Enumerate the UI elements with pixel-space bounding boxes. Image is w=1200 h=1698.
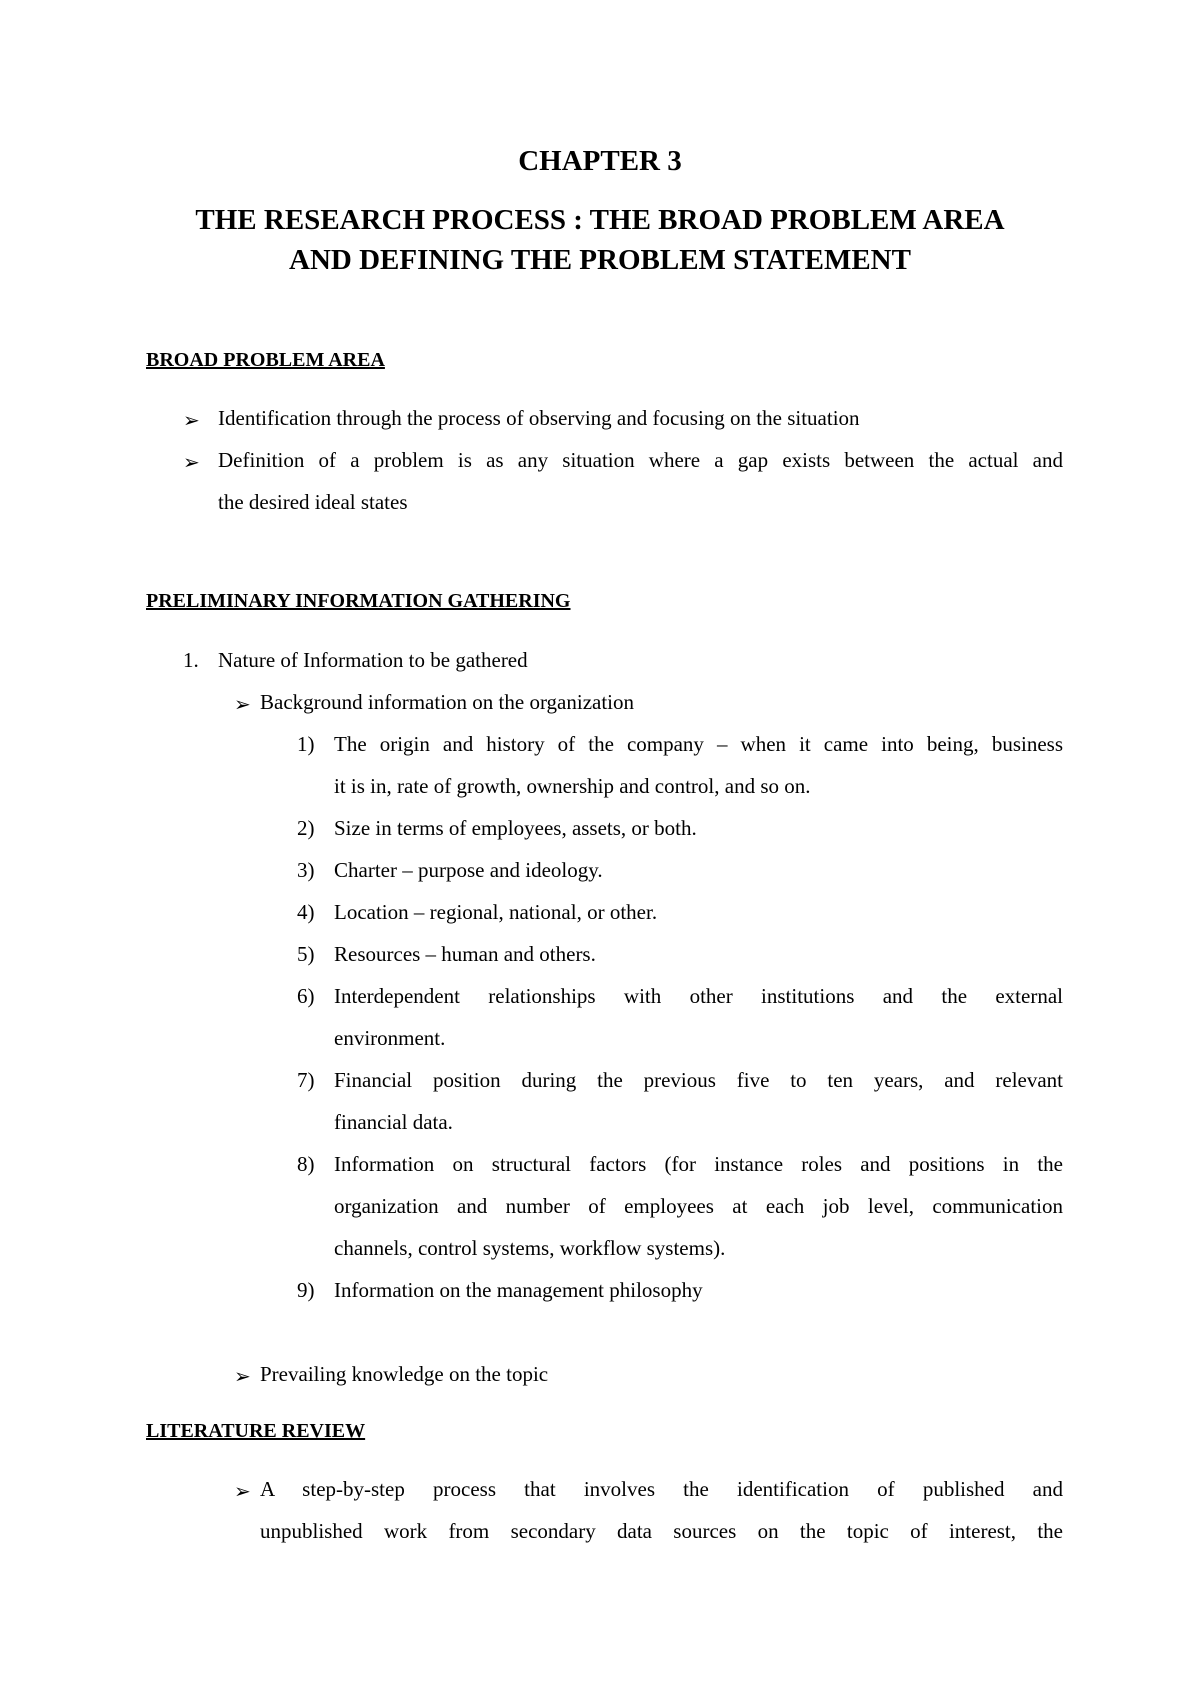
arrow-bullet-icon: ➢ <box>234 1366 251 1388</box>
list-number: 1. <box>183 648 199 672</box>
numbered-item-text: Nature of Information to be gathered <box>218 648 528 672</box>
arrow-bullet-icon: ➢ <box>234 694 251 716</box>
list-number: 5) <box>297 942 315 966</box>
list-number: 8) <box>297 1152 315 1176</box>
sub-bullet-text: Background information on the organization <box>260 690 635 714</box>
list-item-text: Information on structural factors (for instance roles and positions in the <box>334 1152 1063 1176</box>
chapter-number: CHAPTER 3 <box>518 145 682 177</box>
chapter-title-line-1: THE RESEARCH PROCESS : THE BROAD PROBLEM AREA <box>195 204 1005 236</box>
list-number: 1) <box>297 732 315 756</box>
list-item-text: Charter – purpose and ideology. <box>334 858 603 882</box>
list-item-text-continuation: it is in, rate of growth, ownership and control, and so on. <box>334 774 811 798</box>
list-item-text-continuation: financial data. <box>334 1110 453 1134</box>
bullet-text: Identification through the process of observing and focusing on the situation <box>218 406 860 430</box>
section-heading-preliminary-information: PRELIMINARY INFORMATION GATHERING <box>146 590 571 612</box>
list-item-text-continuation: environment. <box>334 1026 446 1050</box>
list-item-text: Location – regional, national, or other. <box>334 900 658 924</box>
list-item-text-continuation: channels, control systems, workflow systems). <box>334 1236 726 1260</box>
bullet-text-continuation: unpublished work from secondary data sources on the topic of interest, the <box>260 1519 1063 1543</box>
list-item-text: Information on the management philosophy <box>334 1278 703 1302</box>
chapter-title-line-2: AND DEFINING THE PROBLEM STATEMENT <box>289 244 911 276</box>
list-number: 4) <box>297 900 315 924</box>
list-item-text: Resources – human and others. <box>334 942 596 966</box>
list-item-text: Financial position during the previous five to ten years, and relevant <box>334 1068 1063 1092</box>
chapter-title <box>0 200 1200 280</box>
list-item-text: Size in terms of employees, assets, or both. <box>334 816 697 840</box>
arrow-bullet-icon: ➢ <box>234 1481 251 1503</box>
bullet-text: Definition of a problem is as any situation where a gap exists between the actual and <box>218 448 1063 472</box>
list-number: 6) <box>297 984 315 1008</box>
bullet-text-continuation: the desired ideal states <box>218 490 408 514</box>
list-number: 2) <box>297 816 315 840</box>
list-item-text-continuation: organization and number of employees at each job level, communication <box>334 1194 1063 1218</box>
list-item-text: Interdependent relationships with other institutions and the external <box>334 984 1063 1008</box>
list-item-text: The origin and history of the company – when it came into being, business <box>334 732 1063 756</box>
sub-bullet-text: Prevailing knowledge on the topic <box>260 1362 549 1386</box>
section-heading-literature-review: LITERATURE REVIEW <box>146 1420 366 1442</box>
arrow-bullet-icon: ➢ <box>183 410 200 432</box>
arrow-bullet-icon: ➢ <box>183 452 200 474</box>
bullet-text: A step-by-step process that involves the identification of published and <box>260 1477 1063 1501</box>
list-number: 7) <box>297 1068 315 1092</box>
list-number: 3) <box>297 858 315 882</box>
section-heading-broad-problem-area: BROAD PROBLEM AREA <box>146 349 385 371</box>
list-number: 9) <box>297 1278 315 1302</box>
